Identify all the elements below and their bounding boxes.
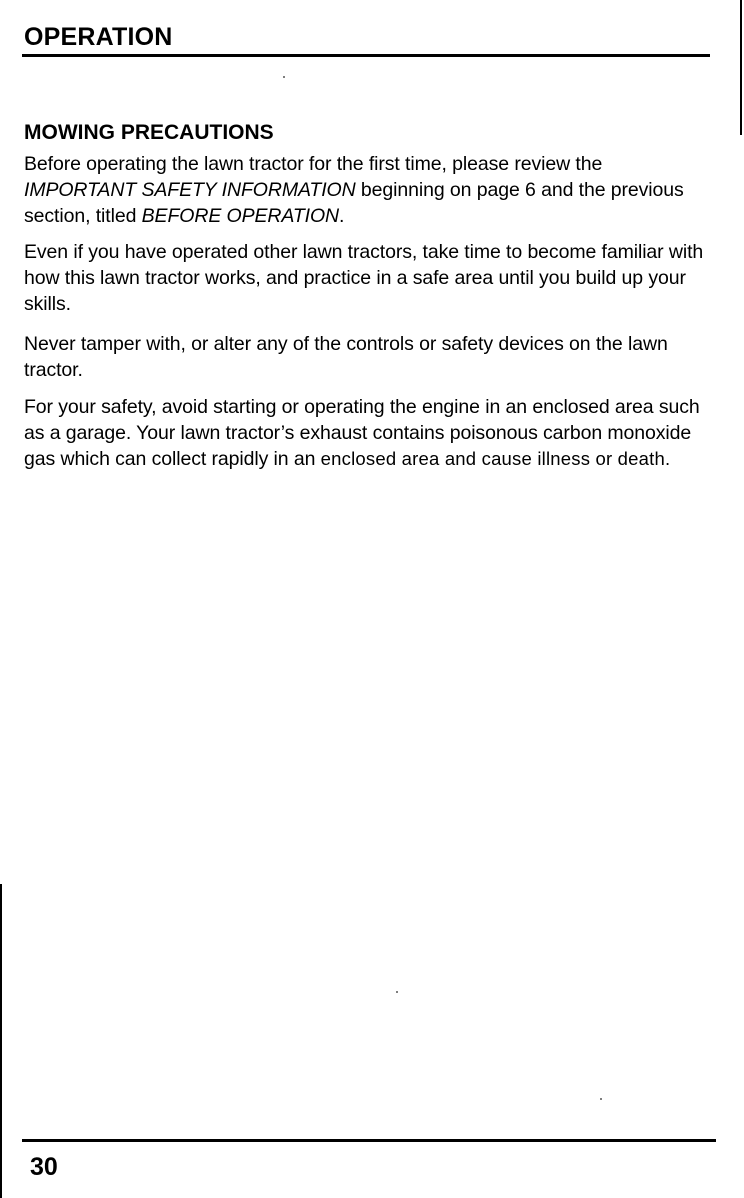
page-number: 30 [30,1153,58,1181]
paragraph-familiarize: Even if you have operated other lawn tractors, take time to become familiar with how this lawn tractor works, and practice in a safe area until you build up your skills. [24,241,704,315]
before-operation-reference: BEFORE OPERATION [141,205,340,227]
paragraph-text: . [339,205,345,227]
mowing-precautions-heading: MOWING PRECAUTIONS [24,121,274,144]
paragraph-text: enclosed area and cause illness or death. [320,448,671,469]
paragraph-text: Before operating the lawn tractor for the first time, please review the [24,153,603,175]
scan-edge-right [740,0,742,135]
section-title: OPERATION [24,23,173,51]
paragraph-text: For your safety, avoid starting or operating the engine in an enclosed area such as a garage. Your lawn tractor’s exhaust contains poisonous carbon monoxide gas which can collect rapidly in an [24,396,700,470]
scan-speck [600,1098,602,1100]
footer-rule [22,1139,716,1142]
paragraph-text: beginning on page 6 and the previous section, titled [24,179,684,227]
paragraph-no-tampering: Never tamper with, or alter any of the controls or safety devices on the lawn tractor. [24,333,668,381]
scan-edge-left [0,884,2,1198]
header-rule [22,54,710,57]
paragraph-carbon-monoxide [24,394,714,472]
scan-speck [396,991,398,993]
scan-speck [283,76,285,78]
safety-info-reference: IMPORTANT SAFETY INFORMATION [24,179,356,201]
paragraph-review-safety-info [24,151,714,229]
